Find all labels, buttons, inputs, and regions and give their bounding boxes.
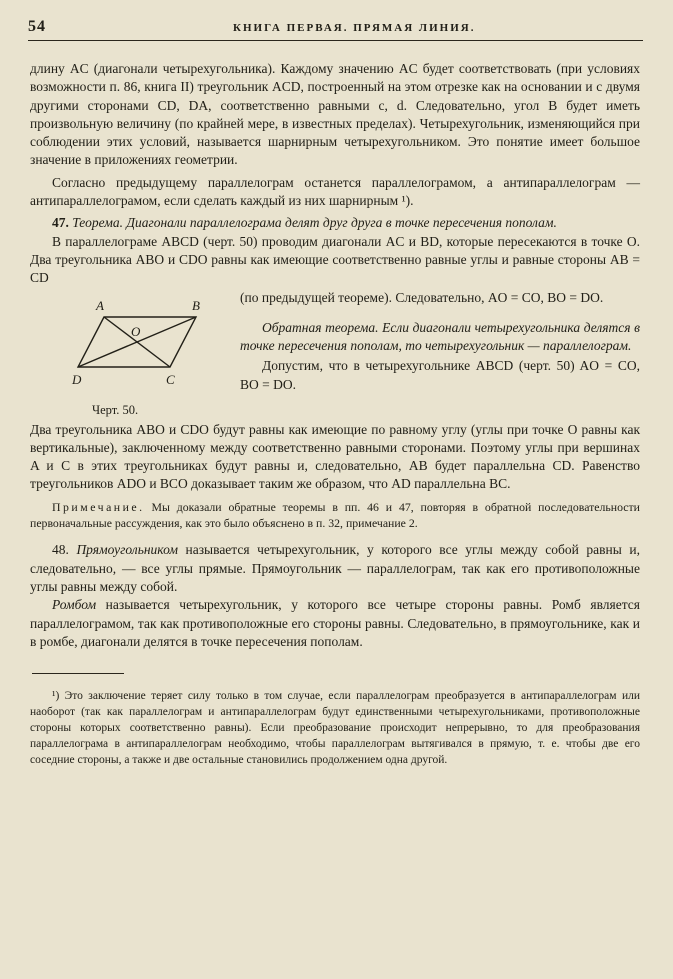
- converse-heading: Обратная теорема.: [262, 319, 379, 335]
- section-48: [30, 541, 640, 596]
- converse-proof-rest: Два треугольника ABO и CDO будут равны как имеющие по равному углу (углы при точке O равны как вертикальные), заключенному между соответственно равными сторонами. Поэтому углы при вершинах A и C в этих треугольниках будут равны и, следовательно, AB будет параллельна CD. Равенство треугольников ADO и BCO доказывает таким же образом, что AD параллельна BC.: [30, 421, 640, 492]
- footnote-rule: [32, 673, 124, 674]
- running-head: КНИГА ПЕРВАЯ. ПРЯМАЯ ЛИНИЯ.: [233, 22, 476, 34]
- section-48-term: Прямоугольником: [76, 542, 178, 558]
- page-number: 54: [28, 18, 46, 35]
- page-header: [28, 16, 643, 38]
- paragraph-parallelogram-hinged: Согласно предыдущему параллелограм останется параллелограмом, а антипараллелограм — антипараллелограмом, если сделать каждый из них шарнирным ¹).: [30, 174, 640, 209]
- converse-proof-start: Допустим, что в четырехугольнике ABCD (черт. 50) AO = CO, BO = DO.: [240, 358, 640, 392]
- label-d: D: [72, 371, 82, 387]
- converse-theorem: [240, 319, 640, 356]
- section-48-text: называется четырехугольник, у которого все углы между собой равны и, следовательно, — все углы прямые. Прямоугольник — параллелограм, так как его противоположные углы равны между собой.: [30, 542, 641, 594]
- label-a: A: [96, 297, 104, 313]
- theorem-47: [30, 214, 640, 232]
- paragraph-hinged-quadrilateral: длину AC (диагонали четырехугольника). Каждому значению AC будет соответствовать (при условиях возможности п. 86, книга II) треугольник ACD, построенный на этом отрезке как на основании и с двумя другими сторонами CD, DA, соответственно равными c, d. Следовательно, угол B будет иметь произвольную величину (по крайней мере, в известных пределах). Четырехугольник, изменяющийся при соблюдении этих условий, называется шарнирным четырехугольником. Это понятие имеет большое значение в приложениях геометрии.: [30, 61, 640, 168]
- remark: [30, 500, 640, 532]
- remark-label: Примечание.: [52, 499, 145, 514]
- figure-side-text: [240, 289, 640, 394]
- theorem-47-proof: В параллелограме ABCD (черт. 50) проводим диагонали AC и BD, которые пересекаются в точке O. Два треугольника ABO и CDO равны как имеющие соответственно равные углы и равные стороны AB = CD: [30, 233, 640, 286]
- rhombus-term: Ромбом: [52, 597, 97, 613]
- converse-statement: Если диагонали четырехугольника делятся в точке пересечения пополам, то четырехугольник — параллелограм.: [240, 319, 640, 354]
- page-body: [30, 60, 640, 768]
- figure-caption: Черт. 50.: [92, 402, 139, 417]
- theorem-47-statement: Диагонали параллелограма делят друг друга в точке пересечения пополам.: [126, 215, 557, 231]
- section-48-number: 48.: [52, 542, 69, 558]
- footnote: ¹) Это заключение теряет силу только в том случае, если параллелограм преобразуется в антипараллелограм или наоборот (так как параллелограм и антипараллелограм будут единственными четырехугольниками, противоположные стороны которых соответственно равны). Если преобразование происходит непрерывно, то для преобразования параллелограма в антипараллелограм необходимо, чтобы параллелограм вытягивался в прямую, т. е. чтобы две его соседние стороны, а также и две остальные становились продолжением одна другой.: [30, 690, 640, 767]
- figure-region: [30, 289, 640, 421]
- rhombus-text: называется четырехугольник, у которого все четыре стороны равны. Ромб является параллелограмом, так как противоположные его стороны равны. Следовательно, в прямоугольнике, как и в ромбе, диагонали делятся в точке пересечения пополам.: [30, 597, 641, 649]
- figure-50-parallelogram: [68, 289, 208, 397]
- remark-text: Мы доказали обратные теоремы в пп. 46 и 47, повторяя в обратной последовательности первоначальные рассуждения, как это было объяснено в п. 32, примечание 2.: [30, 499, 640, 530]
- label-b: B: [192, 297, 200, 313]
- theorem-47-heading: Теорема.: [72, 215, 123, 231]
- label-c: C: [166, 371, 175, 387]
- rhombus-definition: [30, 596, 640, 651]
- theorem-47-conclusion: (по предыдущей теореме). Следовательно, AO = CO, BO = DO.: [240, 289, 604, 305]
- label-o: O: [131, 323, 141, 339]
- header-rule: [28, 40, 643, 41]
- theorem-47-number: 47.: [52, 215, 69, 231]
